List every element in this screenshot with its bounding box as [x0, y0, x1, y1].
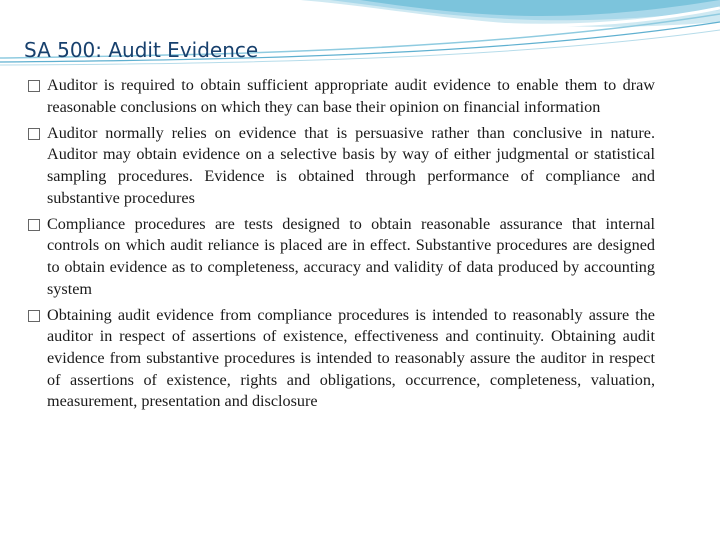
slide-title: SA 500: Audit Evidence: [24, 38, 259, 62]
empty-square-icon: [28, 128, 40, 140]
bullet-text: Compliance procedures are tests designed to obtain reasonable assurance that internal controls on which audit reliance is placed are in effect. Substantive procedures are designed to obtain evidence as to completeness, accuracy and validity of data produced by accounting system: [47, 214, 655, 298]
bullet-text: Obtaining audit evidence from compliance procedures is intended to reasonably assure the auditor in respect of assertions of existence, effectiveness and continuity. Obtaining audit evidence from substantive procedures is intended to reasonably assure the auditor in respect of assertions of existence, rights and obligations, occurrence, completeness, valuation, measurement, presentation and disclosure: [47, 305, 655, 411]
bullet-item: [28, 214, 655, 300]
empty-square-icon: [28, 80, 40, 92]
empty-square-icon: [28, 219, 40, 231]
empty-square-icon: [28, 310, 40, 322]
bullet-item: [28, 123, 655, 209]
bullet-list: [28, 75, 655, 417]
bullet-item: [28, 75, 655, 118]
bullet-text: Auditor normally relies on evidence that is persuasive rather than conclusive in nature. Auditor may obtain evidence on a selective basis by way of either judgmental or statistical sampling procedures. Evidence is obtained through performance of compliance and substantive procedures: [47, 123, 655, 207]
bullet-text: Auditor is required to obtain sufficient appropriate audit evidence to enable them to draw reasonable conclusions on which they can base their opinion on financial information: [47, 76, 655, 116]
bullet-item: [28, 305, 655, 413]
